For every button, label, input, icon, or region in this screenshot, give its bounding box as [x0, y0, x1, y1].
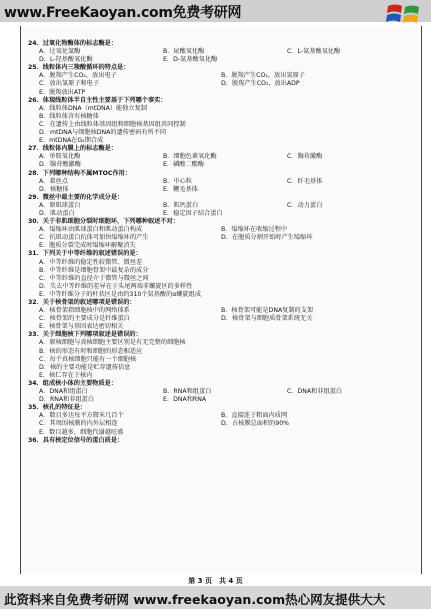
answer-option: A．核骨架指细胞核中的网络体系: [39, 307, 130, 315]
answer-option: B．肌钙蛋白: [163, 201, 199, 209]
answer-option: C．胸苷激酶: [287, 153, 323, 161]
answer-option: C．其周围核膜的内外层相连: [39, 420, 118, 428]
question-30: [28, 218, 412, 250]
option-row: [28, 388, 412, 396]
option-row: [28, 105, 412, 113]
answer-option: D．核糖体: [39, 185, 69, 193]
answer-option: A．原肌球蛋白: [39, 201, 81, 209]
option-row: [28, 283, 412, 291]
question-25: [28, 64, 412, 96]
answer-option: B．直接连于粗面内质网: [221, 412, 288, 420]
answer-option: E．鞭毛基体: [163, 185, 198, 193]
option-row: [28, 113, 412, 121]
answer-option: B．脱羧产生CO₂，放出氢原子: [221, 72, 305, 80]
answer-option: A．缢缩环由肌球蛋白和肌动蛋白构成: [39, 226, 143, 234]
answer-option: A．DNA和组蛋白: [39, 388, 88, 396]
answer-option: A．数目多达每平方微米几百个: [39, 412, 124, 420]
answer-option: E．DNA和RNA: [163, 396, 207, 404]
answer-option: C．DNA和非组蛋白: [287, 388, 343, 396]
question-stem: 31．下列关于中等纤维的叙述错误的是：: [28, 250, 142, 258]
question-stem: 33．关于细胞核下列哪项叙述是错误的：: [28, 331, 142, 339]
option-row: [28, 307, 412, 315]
answer-option: E．数目越多，细胞代谢越旺盛: [39, 428, 124, 436]
answer-option: A．线粒体DNA（mtDNA）能独立复制: [39, 104, 147, 112]
answer-option: C．L-氨基酸氧化酶: [287, 48, 341, 56]
answer-option: C．中等纤维的直径介于微管与微丝之间: [39, 274, 149, 282]
option-row: [28, 202, 412, 210]
question-24: [28, 40, 412, 64]
answer-option: E．D-氨基酸氧化酶: [163, 56, 218, 64]
answer-option: E．中等纤维分子的杆状区是由约310个氨基酸的α螺旋组成: [39, 290, 202, 298]
answer-option: D．腺苷酸激酶: [39, 161, 81, 169]
option-row: [28, 161, 412, 169]
answer-option: D．脱羧产生CO₂，放出ADP: [221, 80, 300, 88]
answer-option: B．RNA和组蛋白: [163, 388, 212, 396]
answer-option: D．RNA和非组蛋白: [39, 396, 95, 404]
answer-option: C．纤毛基体: [287, 177, 323, 185]
option-row: [28, 153, 412, 161]
question-stem: 28．下列哪种结构不属MTOC作用：: [28, 169, 132, 177]
question-list: [28, 40, 412, 445]
option-row: [28, 259, 412, 267]
answer-option: E．核仁存在于核内: [39, 371, 93, 379]
question-stem: 32．关于核骨架的叙述哪项是错误的：: [28, 299, 136, 306]
option-row: [28, 178, 412, 186]
answer-option: A．过氧化氢酶: [39, 48, 81, 56]
answer-option: D．核的主要功能是贮存遗传信息: [39, 363, 131, 371]
question-stem: 35．核孔的特征是：: [28, 404, 87, 412]
answer-option: C．在遗传上由线粒体基因组和细胞核基因组共同控制: [39, 120, 186, 128]
question-29: [28, 194, 412, 218]
option-row: [28, 89, 412, 97]
answer-option: B．中心粒: [163, 177, 192, 185]
question-36: [28, 437, 412, 445]
answer-option: A．单胺氧化酶: [39, 153, 81, 161]
answer-option: B．线粒体含有核糖体: [39, 112, 99, 120]
answer-option: B．核骨架可能是DNA复制的支架: [221, 307, 314, 315]
option-row: [28, 129, 412, 137]
answer-option: D．占核膜总面积的90%: [221, 420, 290, 428]
answer-option: B．中等纤维是细胞骨架中最复杂的成分: [39, 266, 149, 274]
question-stem: 36．具有核定位信号的蛋白质是：: [28, 436, 124, 444]
answer-option: A．脱羧产生CO₂，放出电子: [39, 72, 117, 80]
answer-option: E．核骨架与基因表达密切相关: [39, 323, 124, 331]
answer-option: D．在胞质分割开始时产生缢缩环: [221, 234, 313, 242]
question-stem: 29．微丝中最主要的化学成分是：: [28, 193, 124, 201]
option-row: [28, 210, 412, 218]
option-row: [28, 356, 412, 364]
question-35: [28, 404, 412, 436]
answer-option: D．肌动蛋白: [39, 209, 75, 217]
footer-watermark: 此资料来自免费考研网 www.freekaoyan.com热心网友提供大大: [4, 592, 386, 607]
site-watermark: www.FreeKaoyan.com免费考研网: [4, 5, 242, 21]
answer-option: D．失去中等纤维的差异在于头尾两端非螺旋区的多样性: [39, 282, 193, 290]
windows-flag-logo-icon: [384, 2, 428, 26]
answer-option: E．脱羧放出ATP: [39, 88, 86, 96]
answer-option: E．稳定因子结合蛋白: [163, 209, 223, 217]
option-row: [28, 429, 412, 437]
answer-option: C．每个真核细胞只能有一个细胞核: [39, 355, 137, 363]
footer-banner: [0, 586, 431, 609]
question-31: [28, 250, 412, 299]
answer-option: E．mtDNA在G₂期合成: [39, 137, 104, 145]
answer-option: B．缢缩环在收缩过程中: [221, 226, 288, 234]
answer-option: A．中等纤维的稳定性较微管、微丝差: [39, 258, 143, 266]
answer-option: B．核的形态有时和细胞的形态相适应: [39, 347, 143, 355]
question-27: [28, 145, 412, 169]
page-number: 第 3 页 共 4 页: [188, 577, 243, 585]
option-row: [28, 396, 412, 404]
question-34: [28, 380, 412, 404]
option-row: [28, 372, 412, 380]
option-row: [28, 80, 412, 88]
question-32: [28, 299, 412, 331]
question-stem: 25．线粒体内三羧酸循环的特点是：: [28, 64, 130, 72]
option-row: [28, 339, 412, 347]
answer-option: C．抗肌动蛋白抗体可加快缢缩环的产生: [39, 234, 149, 242]
question-stem: 26．体现线粒体半自主性主要基于下列哪个事实：: [28, 96, 167, 104]
answer-option: C．放出氢原子和电子: [39, 80, 100, 88]
top-banner: [0, 0, 431, 22]
question-26: [28, 97, 412, 146]
option-row: [28, 186, 412, 194]
question-stem: 30．关于非肌细胞分裂时细胞环，下列哪种叙述不对：: [28, 218, 179, 226]
answer-option: D．核骨架与细胞质骨架系统无关: [221, 315, 313, 323]
option-row: [28, 364, 412, 372]
option-row: [28, 420, 412, 428]
option-row: [28, 275, 412, 283]
option-row: [28, 291, 412, 299]
option-row: [28, 267, 412, 275]
option-row: [28, 137, 412, 145]
answer-option: E．胞质分裂完成时缢缩环解聚消失: [39, 242, 136, 250]
answer-option: A．原核细胞与真核细胞主要区别是有无完整的细胞核: [39, 339, 186, 347]
answer-option: D．L-羟基酸氧化酶: [39, 56, 93, 64]
answer-option: C．核骨架的主要成分是纤维蛋白: [39, 315, 130, 323]
answer-option: B．细胞色素氧化酶: [163, 153, 217, 161]
question-28: [28, 170, 412, 194]
answer-option: C．动力蛋白: [287, 201, 323, 209]
question-33: [28, 331, 412, 380]
question-stem: 34．组成核小体的主要物质是：: [28, 379, 118, 387]
option-row: [28, 121, 412, 129]
answer-option: B．尿酸氧化酶: [163, 48, 205, 56]
question-stem: 24．过氧化物酶体的标志酶是：: [28, 40, 118, 47]
answer-option: E．磷酸二酯酶: [163, 161, 205, 169]
question-stem: 27．线粒体内膜上的标志酶是：: [28, 145, 118, 153]
answer-option: D．mtDNA与细胞核DNA的遗传密码有所不同: [39, 129, 167, 137]
option-row: [28, 48, 412, 56]
option-row: [28, 348, 412, 356]
answer-option: A．着丝点: [39, 177, 68, 185]
